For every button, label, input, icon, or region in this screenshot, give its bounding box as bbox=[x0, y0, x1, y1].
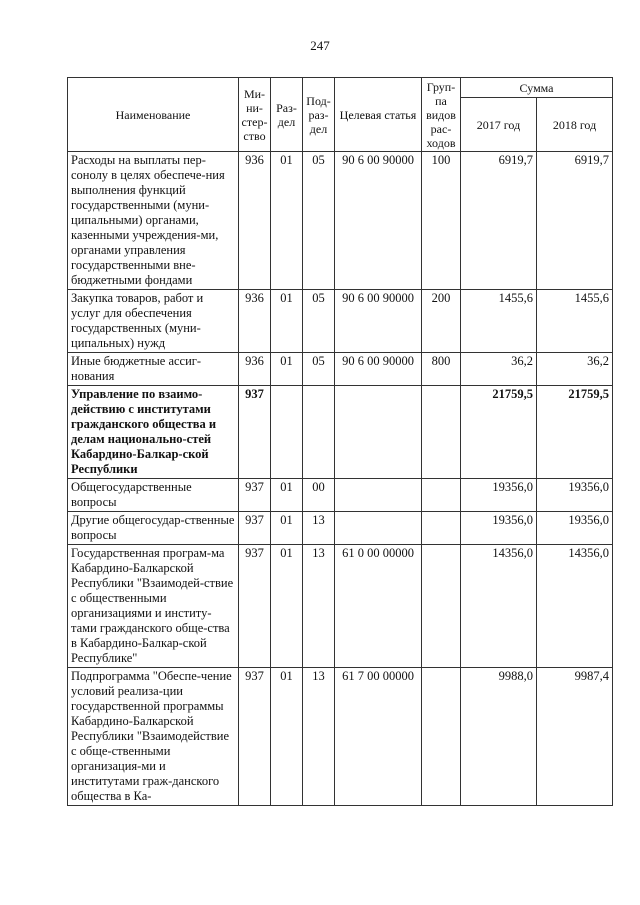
row-subsection: 05 bbox=[303, 290, 335, 353]
header-ministry: Ми-ни-стер-ство bbox=[239, 78, 271, 152]
row-group bbox=[422, 512, 461, 545]
row-sum-2017: 19356,0 bbox=[461, 479, 537, 512]
table-row bbox=[68, 545, 613, 668]
row-group bbox=[422, 479, 461, 512]
header-name: Наименование bbox=[68, 78, 239, 152]
header-group: Груп-па видов рас-ходов bbox=[422, 78, 461, 152]
row-ministry: 936 bbox=[239, 152, 271, 290]
table-row bbox=[68, 290, 613, 353]
row-section: 01 bbox=[271, 152, 303, 290]
row-subsection: 00 bbox=[303, 479, 335, 512]
row-target: 90 6 00 90000 bbox=[335, 152, 422, 290]
row-name: Государственная програм-ма Кабардино-Балкарской Республики "Взаимодей-ствие с общественными организациями и институ-тами гражданского обще-ства в Кабардино-Балкар-ской Республике" bbox=[68, 545, 239, 668]
row-group: 800 bbox=[422, 353, 461, 386]
header-section: Раз-дел bbox=[271, 78, 303, 152]
row-sum-2018: 1455,6 bbox=[537, 290, 613, 353]
row-subsection: 05 bbox=[303, 353, 335, 386]
row-sum-2018: 36,2 bbox=[537, 353, 613, 386]
table-row bbox=[68, 512, 613, 545]
row-sum-2018: 6919,7 bbox=[537, 152, 613, 290]
row-target: 61 7 00 00000 bbox=[335, 668, 422, 806]
row-subsection: 13 bbox=[303, 668, 335, 806]
row-sum-2017: 14356,0 bbox=[461, 545, 537, 668]
row-name: Управление по взаимо-действию с институтами гражданского общества и делам национально-стей Кабардино-Балкар-ской Республики bbox=[68, 386, 239, 479]
row-name: Расходы на выплаты пер-сонолу в целях обеспече-ния выполнения функций государственными (муни-ципальными) органами, казенными учреждения-ми, органами управления государственными вне-бюджетными фондами bbox=[68, 152, 239, 290]
row-subsection: 05 bbox=[303, 152, 335, 290]
row-group: 200 bbox=[422, 290, 461, 353]
row-sum-2018: 14356,0 bbox=[537, 545, 613, 668]
row-group bbox=[422, 386, 461, 479]
row-sum-2017: 19356,0 bbox=[461, 512, 537, 545]
row-target: 90 6 00 90000 bbox=[335, 353, 422, 386]
header-subsection: Под-раз-дел bbox=[303, 78, 335, 152]
row-group bbox=[422, 545, 461, 668]
row-ministry: 937 bbox=[239, 479, 271, 512]
row-target bbox=[335, 479, 422, 512]
table-row bbox=[68, 152, 613, 290]
row-section: 01 bbox=[271, 512, 303, 545]
table-row bbox=[68, 479, 613, 512]
row-target bbox=[335, 386, 422, 479]
row-sum-2018: 19356,0 bbox=[537, 512, 613, 545]
row-name: Общегосударственные вопросы bbox=[68, 479, 239, 512]
row-subsection bbox=[303, 386, 335, 479]
budget-table bbox=[67, 77, 613, 806]
row-section: 01 bbox=[271, 479, 303, 512]
row-ministry: 937 bbox=[239, 668, 271, 806]
row-ministry: 937 bbox=[239, 512, 271, 545]
table-row bbox=[68, 668, 613, 806]
row-sum-2018: 9987,4 bbox=[537, 668, 613, 806]
row-section bbox=[271, 386, 303, 479]
row-subsection: 13 bbox=[303, 545, 335, 668]
row-ministry: 936 bbox=[239, 290, 271, 353]
row-ministry: 936 bbox=[239, 353, 271, 386]
row-group bbox=[422, 668, 461, 806]
row-subsection: 13 bbox=[303, 512, 335, 545]
row-sum-2018: 21759,5 bbox=[537, 386, 613, 479]
row-name: Иные бюджетные ассиг-нования bbox=[68, 353, 239, 386]
row-name: Другие общегосудар-ственные вопросы bbox=[68, 512, 239, 545]
table-row bbox=[68, 386, 613, 479]
row-target bbox=[335, 512, 422, 545]
row-sum-2017: 21759,5 bbox=[461, 386, 537, 479]
header-target: Целевая статья bbox=[335, 78, 422, 152]
header-sum: Сумма bbox=[461, 78, 613, 98]
row-ministry: 937 bbox=[239, 386, 271, 479]
row-target: 90 6 00 90000 bbox=[335, 290, 422, 353]
row-sum-2018: 19356,0 bbox=[537, 479, 613, 512]
row-sum-2017: 1455,6 bbox=[461, 290, 537, 353]
row-name: Подпрограмма "Обеспе-чение условий реализа-ции государственной программы Кабардино-Балкарской Республики "Взаимодействие с обще-ственными организация-ми и институтами граж-данского общества в Ка- bbox=[68, 668, 239, 806]
row-section: 01 bbox=[271, 353, 303, 386]
page-number: 247 bbox=[310, 38, 330, 53]
header-year-2017: 2017 год bbox=[461, 98, 537, 152]
row-group: 100 bbox=[422, 152, 461, 290]
table-body bbox=[68, 152, 613, 806]
row-sum-2017: 36,2 bbox=[461, 353, 537, 386]
header-year-2018: 2018 год bbox=[537, 98, 613, 152]
row-section: 01 bbox=[271, 668, 303, 806]
table-row bbox=[68, 353, 613, 386]
row-name: Закупка товаров, работ и услуг для обеспечения государственных (муни-ципальных) нужд bbox=[68, 290, 239, 353]
row-section: 01 bbox=[271, 545, 303, 668]
row-sum-2017: 6919,7 bbox=[461, 152, 537, 290]
row-sum-2017: 9988,0 bbox=[461, 668, 537, 806]
row-section: 01 bbox=[271, 290, 303, 353]
row-ministry: 937 bbox=[239, 545, 271, 668]
row-target: 61 0 00 00000 bbox=[335, 545, 422, 668]
